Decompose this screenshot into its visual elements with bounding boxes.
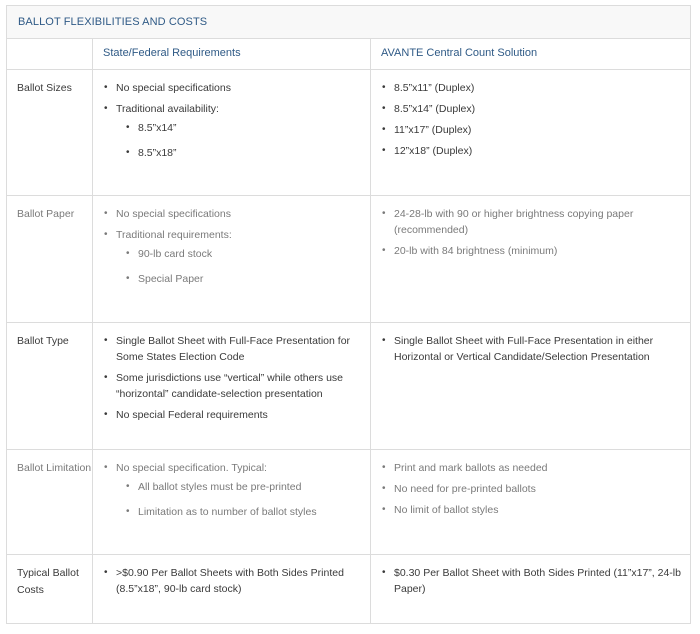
list-item: • 11”x17” (Duplex)	[394, 122, 682, 138]
sub-list-item: • Special Paper	[138, 271, 362, 287]
row-label: Ballot Paper	[7, 196, 93, 322]
header-empty-cell	[7, 39, 93, 69]
row-label: Ballot Type	[7, 323, 93, 449]
table-title: BALLOT FLEXIBILITIES AND COSTS	[7, 6, 690, 39]
table-row	[7, 450, 690, 555]
list-item: • Single Ballot Sheet with Full-Face Presentation in either Horizontal or Vertical Candidate/Selection Presentation	[394, 333, 682, 365]
list-item: • Print and mark ballots as needed	[394, 460, 682, 476]
sub-list-item: • All ballot styles must be pre-printed	[138, 479, 362, 495]
list-item: • >$0.90 Per Ballot Sheets with Both Sides Printed (8.5”x18”, 90-lb card stock)	[116, 565, 362, 597]
list-item: • No special specifications	[116, 80, 362, 96]
requirements-list	[93, 323, 370, 423]
list-item: • 8.5”x14” (Duplex)	[394, 101, 682, 117]
header-solution: AVANTE Central Count Solution	[381, 47, 538, 59]
sub-list	[116, 243, 362, 287]
solution-list	[371, 196, 690, 259]
list-item: • 20-lb with 84 brightness (minimum)	[394, 243, 682, 259]
requirements-list	[93, 196, 370, 287]
list-item-text: Traditional requirements:	[116, 229, 232, 241]
list-item	[116, 460, 362, 520]
table-row	[7, 323, 690, 450]
solution-cell	[371, 70, 690, 195]
requirements-cell	[93, 70, 371, 195]
requirements-list	[93, 450, 370, 520]
list-item: • 8.5”x11” (Duplex)	[394, 80, 682, 96]
sub-list-item: • 90-lb card stock	[138, 246, 362, 262]
solution-list	[371, 70, 690, 159]
list-item: • No special specifications	[116, 206, 362, 222]
requirements-list	[93, 70, 370, 161]
solution-cell	[371, 450, 690, 554]
requirements-cell	[93, 555, 371, 623]
list-item-text: Traditional availability:	[116, 103, 219, 115]
list-item: • No special Federal requirements	[116, 407, 362, 423]
solution-list	[371, 450, 690, 518]
list-item: • No limit of ballot styles	[394, 502, 682, 518]
row-label: Typical Ballot Costs	[7, 555, 93, 623]
list-item: • No need for pre-printed ballots	[394, 481, 682, 497]
header-requirements: State/Federal Requirements	[93, 39, 371, 69]
requirements-cell	[93, 323, 371, 449]
table-row	[7, 70, 690, 196]
header-row	[7, 39, 690, 70]
list-item: • 24-28-lb with 90 or higher brightness copying paper (recommended)	[394, 206, 682, 238]
list-item	[116, 227, 362, 287]
row-label: Ballot Limitation	[7, 450, 93, 554]
list-item: • Single Ballot Sheet with Full-Face Presentation for Some States Election Code	[116, 333, 362, 365]
solution-cell	[371, 323, 690, 449]
solution-list	[371, 323, 690, 365]
table-row	[7, 555, 690, 623]
list-item-text: No special specification. Typical:	[116, 462, 267, 474]
list-item: • Some jurisdictions use “vertical” while others use “horizontal” candidate-selection presentation	[116, 370, 362, 402]
requirements-list	[93, 555, 370, 597]
list-item: • 12”x18” (Duplex)	[394, 143, 682, 159]
ballot-table	[6, 5, 691, 624]
sub-list	[116, 117, 362, 161]
sub-list-item: • 8.5”x14”	[138, 120, 362, 136]
solution-list	[371, 555, 690, 597]
sub-list-item: • 8.5”x18”	[138, 145, 362, 161]
sub-list-item: • Limitation as to number of ballot styles	[138, 504, 362, 520]
requirements-cell	[93, 450, 371, 554]
solution-cell	[371, 196, 690, 322]
list-item	[116, 101, 362, 161]
solution-cell	[371, 555, 690, 623]
table-row	[7, 196, 690, 323]
sub-list	[116, 476, 362, 520]
requirements-cell	[93, 196, 371, 322]
row-label: Ballot Sizes	[7, 70, 93, 195]
list-item: • $0.30 Per Ballot Sheet with Both Sides Printed (11”x17”, 24-lb Paper)	[394, 565, 682, 597]
